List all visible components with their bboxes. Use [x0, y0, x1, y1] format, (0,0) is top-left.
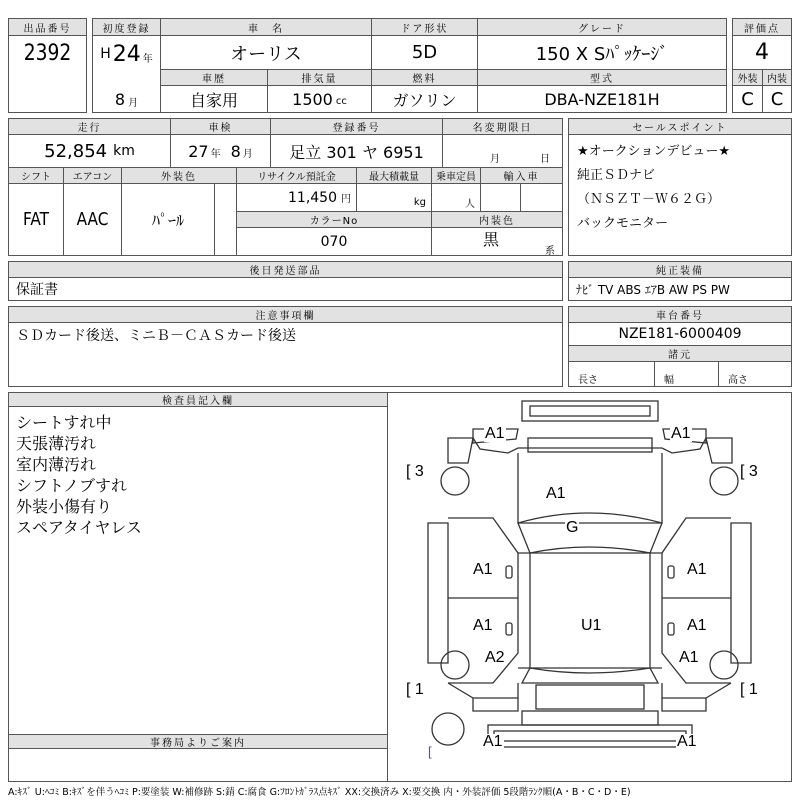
history-label: 車歴 [160, 69, 268, 86]
recycle-unit: 円 [341, 194, 351, 205]
damage-mark: A1 [687, 561, 707, 578]
damage-mark: A1 [679, 649, 699, 666]
inspector-note: 室内薄汚れ [16, 455, 97, 474]
plate-label: 登録番号 [270, 118, 443, 135]
tire-mark-rl: [ 1 [406, 681, 424, 698]
plate-value: 足立 301 ヤ 6951 [289, 142, 424, 162]
inspection-value [170, 134, 271, 168]
front-bumper-inner [530, 406, 650, 416]
recycle-label: リサイクル預託金 [236, 167, 357, 184]
wheel-fr [710, 467, 738, 495]
door-value: 5D [411, 42, 438, 63]
damage-mark: A1 [483, 733, 503, 750]
inspector-note: シフトノブすれ [16, 476, 128, 495]
displacement-label: 排気量 [267, 69, 372, 86]
fuel-value: ガソリン [392, 90, 457, 110]
damage-mark: A2 [485, 649, 505, 666]
score-value: 4 [755, 40, 769, 65]
rear-bumper-inner [494, 731, 686, 741]
reg-date [94, 40, 159, 68]
tire-fr-value: 3 [748, 463, 758, 480]
legend: A:ｷｽﾞ U:ﾍｺﾐ B:ｷｽﾞを伴うﾍｺﾐ P:要塗装 W:補修跡 S:錆 C:腐食 G:ﾌﾛﾝﾄｶﾞﾗｽ点ｷｽﾞ XX:交換済み X:要交換 内・外装評価 5段階ﾗﾝｸ順(A・B・C・D・E) [8, 787, 631, 798]
namechange-month: 月 [490, 154, 500, 165]
damage-mark: A1 [473, 617, 493, 634]
recycle-value [236, 183, 357, 212]
side-left-outer [428, 523, 448, 663]
reg-month [94, 87, 159, 112]
inspection-month: 8 [230, 141, 241, 161]
sales-label: セールスポイント [568, 118, 792, 135]
tire-mark-fl: [ 3 [406, 463, 424, 480]
damage-mark: A1 [687, 617, 707, 634]
notice-value: ＳＤカード後送、ミニＢ－ＣＡＳカード後送 [16, 328, 296, 344]
tire-mark-fr: [ 3 [740, 463, 758, 480]
mileage-value [8, 134, 171, 168]
office-label: 事務局よりご案内 [8, 734, 388, 749]
reg-month-value: 8 [114, 90, 126, 109]
ac-value: AAC [76, 209, 109, 230]
chassis-value: NZE181-6000409 [618, 326, 742, 342]
rear-panel [522, 711, 658, 725]
inspector-note: 天張薄汚れ [16, 434, 97, 453]
inspection-year: 27 [188, 141, 209, 161]
dims-label: 諸元 [568, 345, 792, 362]
inspector-note: 外装小傷有り [16, 497, 113, 516]
front-grille [528, 438, 652, 452]
roof [530, 553, 650, 668]
damage-mark: A1 [671, 425, 691, 442]
displacement-unit: cc [335, 96, 347, 107]
spare-tire [432, 713, 464, 745]
tailgate [536, 685, 644, 709]
chassis-label: 車台番号 [568, 306, 792, 323]
inspector-note: シートすれ中 [16, 413, 112, 432]
recycle-number: 11,450 [288, 189, 337, 206]
equipment-label: 純正装備 [568, 261, 792, 278]
inspection-label: 車検 [170, 118, 271, 135]
rear-glass [522, 668, 658, 683]
handle-left [506, 623, 512, 635]
car-name: オーリス [230, 43, 302, 65]
inspection-month-unit: 月 [242, 149, 253, 160]
colorno-value: 070 [320, 233, 348, 250]
tire-fl-value: 3 [414, 463, 424, 480]
score-label: 評価点 [732, 18, 792, 36]
shift-value: FAT [22, 209, 50, 230]
colorno-label: カラーNo [236, 211, 432, 228]
door-label: ドア形状 [371, 18, 478, 36]
intcolor-label: 内装色 [431, 211, 563, 228]
mileage-number: 52,854 [44, 140, 108, 162]
damage-mark: A1 [485, 425, 505, 442]
tire-rl-value: 1 [414, 681, 424, 698]
model-label: 型式 [477, 69, 727, 86]
side-left-body [448, 518, 518, 683]
reg-label: 初度登録 [92, 18, 161, 36]
tire-rr-value: 1 [748, 681, 758, 698]
namechange-day: 日 [540, 154, 550, 165]
import-label: 輸入車 [480, 167, 563, 184]
lot-number: 2392 [23, 40, 72, 66]
inspection-year-unit: 年 [210, 149, 221, 160]
color-label: 外装色 [121, 167, 237, 184]
reg-era: H [100, 46, 111, 62]
dims-width-label: 幅 [664, 375, 674, 386]
capacity-unit: 人 [465, 199, 475, 210]
import-box-2 [520, 183, 563, 212]
loadcap-unit: kg [413, 197, 426, 208]
intcolor-unit: 系 [545, 246, 555, 257]
fuel-label: 燃料 [371, 69, 478, 86]
intcolor-value: 黒 [482, 229, 499, 249]
dims-height-label: 高さ [728, 375, 748, 386]
mirror-right [668, 566, 674, 578]
sales-line: 純正ＳＤナビ [577, 168, 656, 183]
import-box-1 [480, 183, 521, 212]
sales-line: バックモニター [577, 216, 669, 231]
sales-line: （ＮＳＺＴ－Ｗ６２Ｇ） [577, 192, 721, 207]
mileage-label: 走行 [8, 118, 171, 135]
color-box-2 [214, 183, 237, 256]
parts-label: 後日発送部品 [8, 261, 563, 278]
side-right-outer [731, 523, 751, 663]
pillars [518, 553, 662, 668]
windshield [518, 513, 662, 553]
sales-line: ★オークションデビュー★ [577, 144, 731, 159]
exterior-label: 外装 [732, 69, 763, 86]
ac-label: エアコン [63, 167, 122, 184]
sales-lines [577, 140, 730, 236]
office-rule [8, 748, 388, 749]
reg-year: 24 [112, 41, 141, 67]
notice-label: 注意事項欄 [8, 306, 563, 323]
interior-value: C [770, 88, 784, 110]
car-diagram [388, 393, 791, 781]
mileage-unit: km [113, 143, 135, 159]
loadcap-label: 最大積載量 [356, 167, 432, 184]
interior-label: 内装 [762, 69, 792, 86]
rear-bumper [488, 725, 692, 747]
wheel-rr [710, 651, 738, 679]
damage-mark: A1 [473, 561, 493, 578]
shift-label: シフト [8, 167, 64, 184]
capacity-label: 乗車定員 [431, 167, 481, 184]
model-value: DBA-NZE181H [544, 89, 660, 109]
front-fender-right [706, 438, 732, 463]
equipment-value: ﾅﾋﾞ TV ABS ｴｱB AW PS PW [576, 282, 730, 297]
mirror-left [506, 566, 512, 578]
tire-mark-rr: [ 1 [740, 681, 758, 698]
wheel-rl [441, 651, 469, 679]
spare-bracket: [ [428, 744, 432, 759]
inspector-notes [16, 412, 142, 538]
front-bumper [522, 401, 658, 421]
handle-right [668, 623, 674, 635]
reg-year-unit: 年 [142, 54, 153, 65]
lot-label: 出品番号 [8, 18, 87, 36]
grade-value: 150 X Sﾊﾟｯｹｰｼﾞ [535, 43, 669, 65]
inspector-note: スペアタイヤレス [16, 518, 142, 537]
wheel-fl [441, 467, 469, 495]
damage-mark: A1 [677, 733, 697, 750]
damage-mark: U1 [581, 617, 602, 634]
name-label: 車 名 [160, 18, 372, 36]
front-fender-left [448, 438, 473, 463]
displacement-value [267, 85, 372, 113]
grade-label: グレード [477, 18, 727, 36]
damage-mark: A1 [546, 485, 566, 502]
color-value: ﾊﾟｰﾙ [151, 211, 184, 230]
inspector-label: 検査員記入欄 [8, 392, 388, 407]
history-value: 自家用 [189, 90, 238, 110]
parts-value: 保証書 [16, 282, 58, 298]
damage-mark: G [566, 519, 579, 536]
reg-month-unit: 月 [128, 98, 139, 109]
namechange-label: 名変期限日 [442, 118, 563, 135]
dims-length-label: 長さ [578, 375, 598, 386]
exterior-value: C [741, 88, 754, 110]
displacement-number: 1500 [292, 89, 333, 109]
